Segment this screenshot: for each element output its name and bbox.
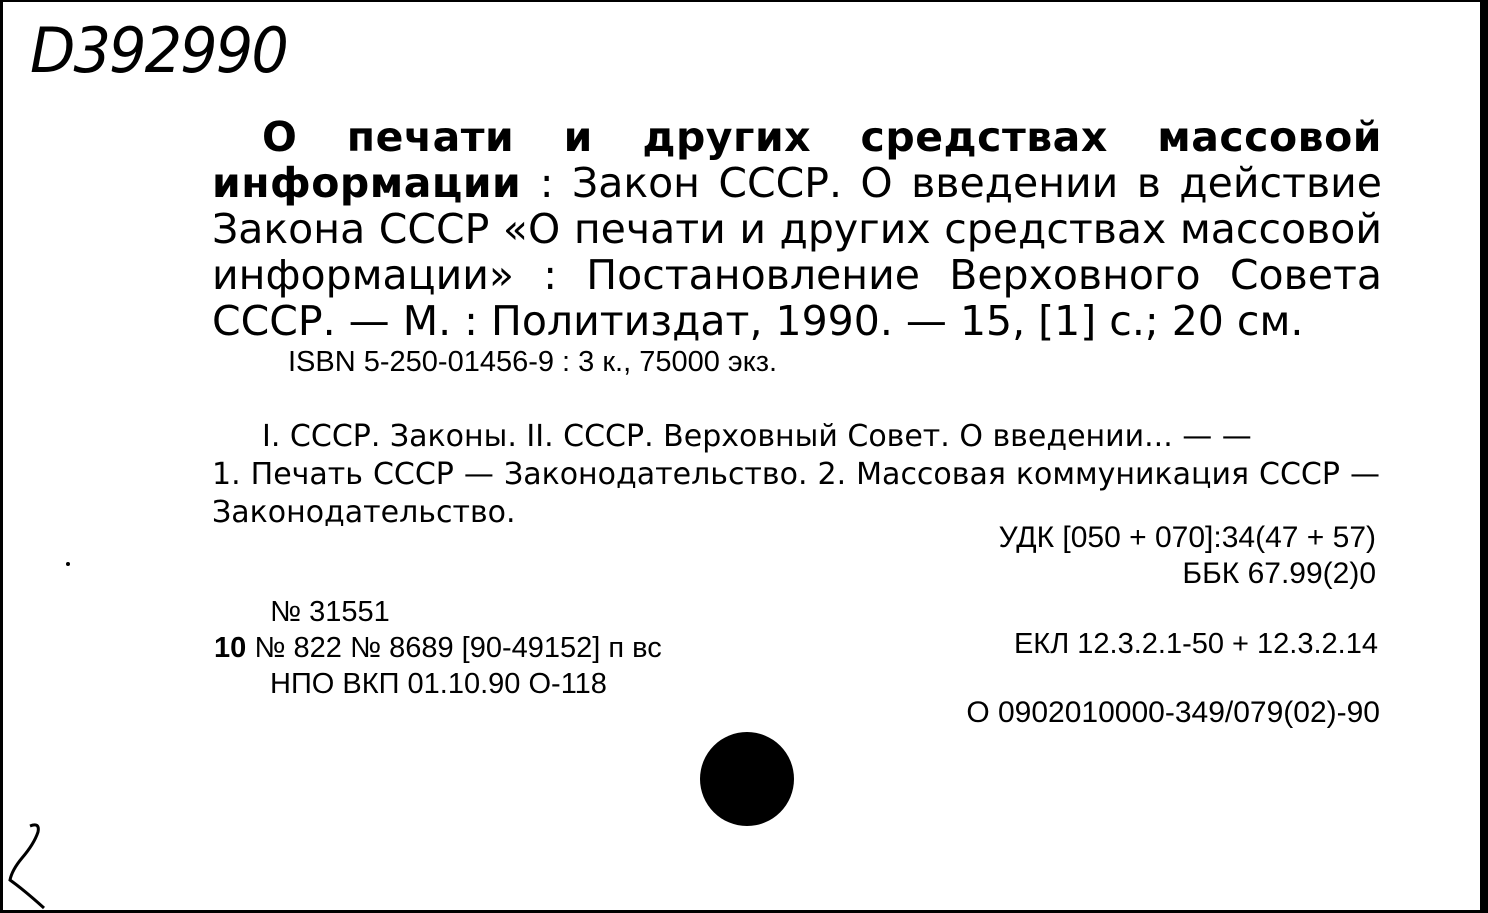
catalog-code: О 0902010000-349/079(02)-90 <box>966 696 1380 729</box>
description-paragraph <box>212 114 1382 344</box>
order-number: № 31551 <box>270 596 390 628</box>
card-border-left <box>0 0 3 913</box>
tracing-first-line: I. СССР. Законы. II. СССР. Верховный Совет. О введении... — — <box>262 419 1252 454</box>
classification-block <box>999 520 1376 592</box>
ink-speck <box>66 562 70 566</box>
bibliographic-description <box>212 114 1382 344</box>
subject-tracing <box>212 418 1380 532</box>
ekl-code: ЕКЛ 12.3.2.1-50 + 12.3.2.14 <box>1013 628 1378 660</box>
punch-hole <box>700 732 794 826</box>
bbk-code: ББК 67.99(2)0 <box>1182 557 1376 590</box>
print-line <box>214 632 662 664</box>
handwritten-corner-mark <box>0 818 60 913</box>
print-line-prefix: 10 <box>214 632 247 664</box>
isbn-line: ISBN 5-250-01456-9 : 3 к., 75000 экз. <box>288 346 778 378</box>
card-border-right <box>1480 0 1488 913</box>
card-border-top <box>0 0 1488 2</box>
handwritten-call-number: D392990 <box>30 14 287 87</box>
udc-code: УДК [050 + 070]:34(47 + 57) <box>998 521 1376 554</box>
print-line-text: № 822 № 8689 [90-49152] п вс <box>254 632 662 664</box>
book-title: О печати и других средствах массовой информации <box>212 113 1382 207</box>
npo-line: НПО ВКП 01.10.90 О-118 <box>270 668 607 700</box>
tracing-rest: 1. Печать СССР — Законодательство. 2. Массовая коммуникация СССР — Законодательство. <box>212 457 1380 530</box>
print-stats <box>214 594 662 702</box>
description-body: : Закон СССР. О введении в действие Закона СССР «О печати и других средствах массовой информации» : Постановление Верховного Совета СССР. — М. : Политиздат, 1990. — 15, [1] с.; 20 см. <box>212 159 1382 345</box>
